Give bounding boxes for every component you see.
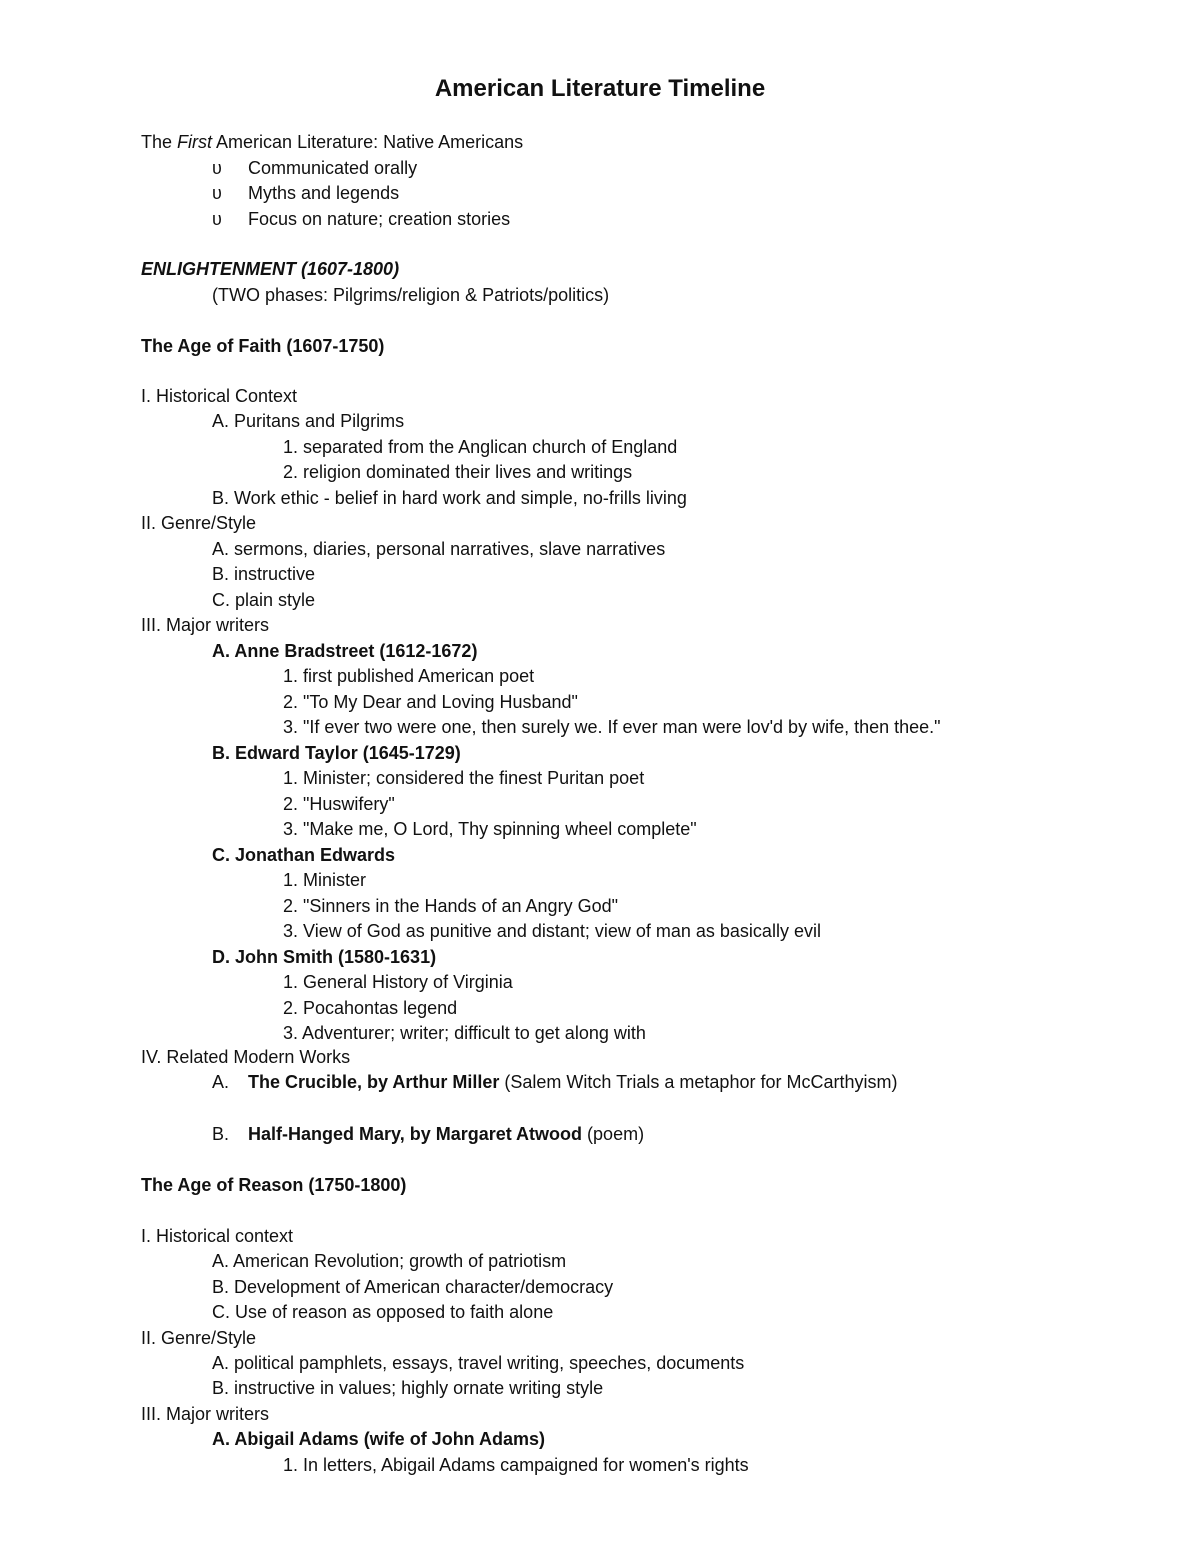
intro-heading: The First American Literature: Native Americans <box>141 132 524 152</box>
outline-item: I. Historical context <box>141 1226 294 1246</box>
outline-item: B. instructive in values; highly ornate writing style <box>212 1378 604 1398</box>
outline-item: 1. first published American poet <box>283 666 535 686</box>
outline-item: II. Genre/Style <box>141 513 257 533</box>
outline-item: III. Major writers <box>141 1404 270 1424</box>
outline-item: B. Work ethic - belief in hard work and simple, no-frills living <box>212 488 687 508</box>
writer-heading: A. Abigail Adams (wife of John Adams) <box>212 1429 546 1449</box>
outline-item: 2. Pocahontas legend <box>283 998 458 1018</box>
age-of-faith-heading: The Age of Faith (1607-1750) <box>141 336 385 356</box>
outline-item: B. instructive <box>212 564 316 584</box>
outline-item: 1. In letters, Abigail Adams campaigned for women's rights <box>283 1455 749 1475</box>
outline-item: IV. Related Modern Works <box>141 1047 351 1067</box>
outline-item: A. American Revolution; growth of patriotism <box>212 1251 567 1271</box>
outline-item: 2. "To My Dear and Loving Husband" <box>283 692 578 712</box>
bullet-marker: υ <box>212 158 222 178</box>
list-item: υ Focus on nature; creation stories <box>212 209 511 229</box>
outline-item: C. Use of reason as opposed to faith alone <box>212 1302 554 1322</box>
bullet-marker: υ <box>212 183 222 203</box>
outline-item: A. Puritans and Pilgrims <box>212 411 405 431</box>
modern-work-item: B. Half-Hanged Mary, by Margaret Atwood (poem) <box>212 1124 645 1144</box>
enlightenment-note: (TWO phases: Pilgrims/religion & Patriots/politics) <box>212 285 610 305</box>
outline-item: 3. Adventurer; writer; difficult to get along with <box>283 1023 646 1043</box>
modern-work-item: A. The Crucible, by Arthur Miller (Salem Witch Trials a metaphor for McCarthyism) <box>212 1072 898 1092</box>
outline-item: I. Historical Context <box>141 386 298 406</box>
writer-heading: D. John Smith (1580-1631) <box>212 947 437 967</box>
outline-item: II. Genre/Style <box>141 1328 257 1348</box>
outline-item: A. political pamphlets, essays, travel writing, speeches, documents <box>212 1353 745 1373</box>
outline-item: 3. "If ever two were one, then surely we. If ever man were lov'd by wife, then thee." <box>283 717 941 737</box>
outline-item: 1. General History of Virginia <box>283 972 513 992</box>
outline-item: 2. "Sinners in the Hands of an Angry God" <box>283 896 618 916</box>
bullet-marker: υ <box>212 209 222 229</box>
outline-item: III. Major writers <box>141 615 270 635</box>
outline-item: 1. separated from the Anglican church of England <box>283 437 678 457</box>
writer-heading: A. Anne Bradstreet (1612-1672) <box>212 641 478 661</box>
outline-item: 1. Minister; considered the finest Puritan poet <box>283 768 645 788</box>
list-item: υ Myths and legends <box>212 183 400 203</box>
outline-item: 3. View of God as punitive and distant; view of man as basically evil <box>283 921 821 941</box>
writer-heading: C. Jonathan Edwards <box>212 845 396 865</box>
enlightenment-heading: ENLIGHTENMENT (1607-1800) <box>141 259 400 279</box>
outline-item: C. plain style <box>212 590 316 610</box>
outline-item: 2. religion dominated their lives and writings <box>283 462 633 482</box>
outline-item: A. sermons, diaries, personal narratives, slave narratives <box>212 539 666 559</box>
outline-item: B. Development of American character/democracy <box>212 1277 614 1297</box>
list-item: υ Communicated orally <box>212 158 418 178</box>
writer-heading: B. Edward Taylor (1645-1729) <box>212 743 461 763</box>
outline-item: 1. Minister <box>283 870 367 890</box>
outline-item: 3. "Make me, O Lord, Thy spinning wheel complete" <box>283 819 697 839</box>
page-title: American Literature Timeline <box>434 75 766 102</box>
age-of-reason-heading: The Age of Reason (1750-1800) <box>141 1175 407 1195</box>
outline-item: 2. "Huswifery" <box>283 794 395 814</box>
